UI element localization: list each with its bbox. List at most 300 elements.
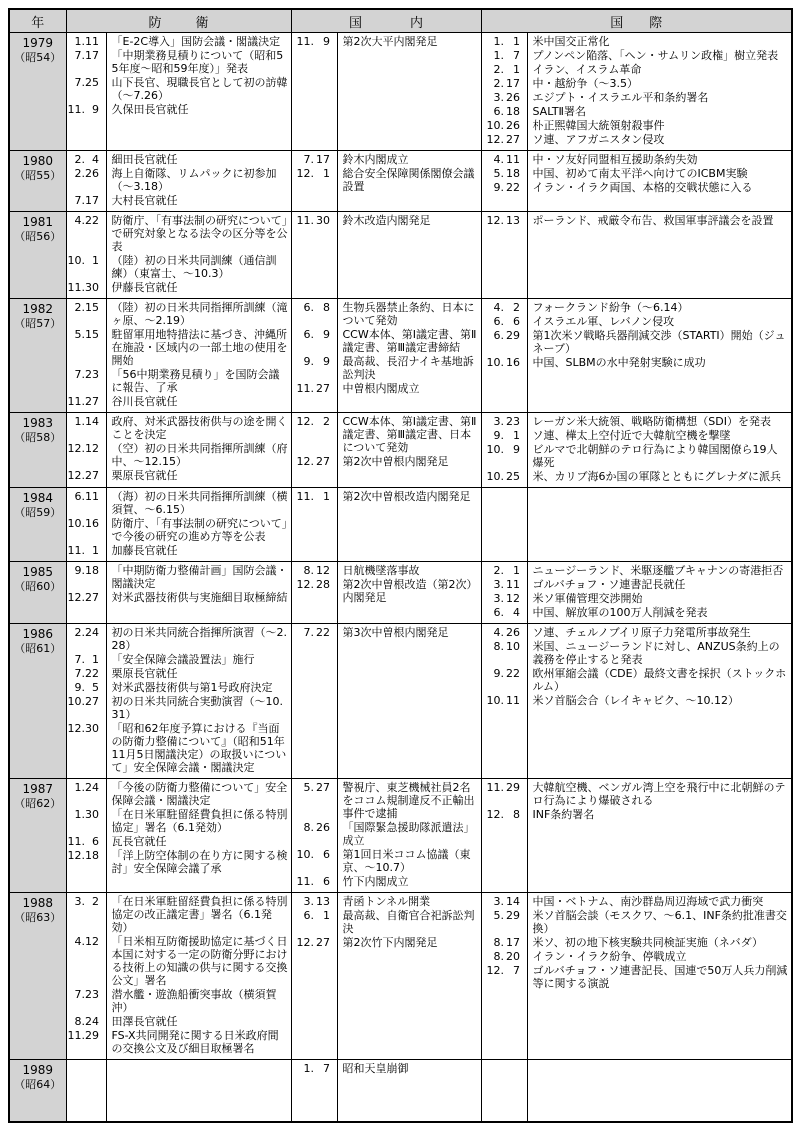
event-text: 中国、初めて南太平洋へ向けてのICBM実験 [532,167,748,180]
year-cell [9,413,66,488]
international-cell [481,212,792,299]
event-date: 12 . 27 [486,133,520,146]
event-text: ポーランド、戒厳令布告、救国軍事評議会を設置 [532,214,774,227]
event [482,181,792,195]
col-header-year [9,9,66,33]
event [482,49,792,63]
event-text: 防衛庁、「有事法制の研究について」で今後の研究の進め方等を公表 [111,517,288,543]
year-label: 1988 [22,896,54,910]
event-text: 久保田長官就任 [111,103,189,116]
event-text: 中・越紛争（～3.5） [532,77,638,90]
event-text: 昭和天皇崩御 [342,1062,409,1075]
year-cell [9,779,66,893]
event-text: INF条約署名 [532,808,595,821]
event-date: 7 . 17 [74,49,99,62]
event-text: プノンペン陥落、「ヘン・サムリン政権」樹立発表 [532,49,779,62]
event-date: 7 . 1 [74,653,99,666]
event-text: 「今後の防衛力整備について」安全保障会議・閣議決定 [111,781,288,807]
event-text: 中曽根内閣成立 [342,382,420,395]
event-date: 10 . 9 [486,443,520,456]
event-text: 防衛庁、「有事法制の研究について」で研究対象となる法令の区分等を公表 [111,214,288,253]
era-label: （昭62） [14,797,62,810]
table-row [9,562,792,624]
event-date: 12 . 28 [296,578,330,591]
event-date: 7 . 25 [74,76,99,89]
event-text: 米ソ首脳会合（レイキャビク、～10.12） [532,694,739,707]
event-date: 12 . 27 [296,936,330,949]
event [482,909,792,936]
event [292,909,481,936]
event [292,382,481,396]
event [67,368,291,395]
event-text: 大村長官就任 [111,194,178,207]
event [292,626,481,640]
event-text: 中国、SLBMの水中発射実験に成功 [532,356,706,369]
event-date: 3 . 23 [493,415,520,428]
event [482,578,792,592]
event-date: 3 . 11 [493,578,520,591]
event-text: 米ソ首脳会談（モスクワ、～6.1、INF条約批准書交換） [532,909,787,935]
event-date: 7 . 17 [74,194,99,207]
event-date: 10 . 25 [486,470,520,483]
col-header-domestic-label: 国内 [348,15,471,31]
event-date: 2 . 26 [74,167,99,180]
international-cell [481,299,792,413]
table-header [9,9,792,33]
domestic-cell [291,562,481,624]
event-text: 第2次中曽根改造（第2次）内閣発足 [342,578,478,604]
event-date: 12 . 12 [67,442,99,455]
event [482,564,792,578]
event-text: 海上自衛隊、リムパックに初参加（～3.18） [111,167,277,193]
event-date: 4 . 2 [493,301,520,314]
event [67,591,291,605]
event [482,315,792,329]
event [67,517,291,544]
event [482,781,792,808]
event-text: 「洋上防空体制の在り方に関する検討」安全保障会議了承 [111,849,288,875]
year-cell [9,488,66,562]
event [67,35,291,49]
international-cell [481,1060,792,1122]
defense-cell [66,562,291,624]
table-row [9,1060,792,1122]
event-date: 5 . 29 [493,909,520,922]
event-date: 6 . 29 [493,329,520,342]
event [482,167,792,181]
event [482,63,792,77]
event [67,695,291,722]
event-text: 警視庁、東芝機械社員2名をココム規制違反不正輸出事件で逮捕 [342,781,475,820]
event-date: 12 . 7 [486,964,520,977]
event-text: 中国・ベトナム、南沙群島周辺海域で武力衝突 [532,895,764,908]
event [482,950,792,964]
event-text: 日航機墜落事故 [342,564,420,577]
event-date: 8 . 20 [493,950,520,963]
event-date: 9 . 5 [74,681,99,694]
event-text: 「56中期業務見積り」を国防会議に報告、了承 [111,368,280,394]
event-text: 「E-2C導入」国防会議・閣議決定 [111,35,281,48]
event-text: フォークランド紛争（～6.14） [532,301,689,314]
year-label: 1987 [22,782,54,796]
event-date: 9 . 9 [303,355,330,368]
table-row [9,893,792,1060]
event-date: 10 . 26 [486,119,520,132]
event-text: 初の日米共同統合実動演習（～10.31） [111,695,283,721]
event-date: 4 . 11 [493,153,520,166]
event-date: 11 . 6 [67,835,99,848]
event-date: 1 . 24 [74,781,99,794]
event-text: 青函トンネル開業 [342,895,431,908]
event [67,76,291,103]
event-date: 11 . 30 [67,281,99,294]
event-date: 6 . 6 [493,315,520,328]
event [67,395,291,409]
event [292,564,481,578]
event-date: 8 . 24 [74,1015,99,1028]
event [67,849,291,876]
event [67,153,291,167]
event-date: 2 . 17 [493,77,520,90]
event [67,194,291,208]
defense-cell [66,488,291,562]
event [292,821,481,848]
event-text: 中国、解放軍の100万人削減を発表 [532,606,708,619]
event [482,667,792,694]
event-text: ソ連、アフガニスタン侵攻 [532,133,665,146]
year-cell [9,1060,66,1122]
event-date: 11 . 1 [296,490,330,503]
event [482,470,792,484]
event [292,1062,481,1076]
event-date: 10 . 1 [67,254,99,267]
event-date: 11 . 1 [67,544,99,557]
event [67,1029,291,1056]
chronology-table [8,8,793,1123]
event [482,77,792,91]
international-cell [481,624,792,779]
event-text: 「安全保障会議設置法」施行 [111,653,255,666]
event-text: 生物兵器禁止条約、日本について発効 [342,301,475,327]
event-text: 瓦長官就任 [111,835,167,848]
year-label: 1989 [22,1063,54,1077]
era-label: （昭59） [14,506,62,519]
event-date: 4 . 26 [493,626,520,639]
event-text: 「在日米軍駐留経費負担に係る特別協定」署名（6.1発効） [111,808,288,834]
event [292,301,481,328]
event-text: 鈴木改造内閣発足 [342,214,431,227]
event [292,214,481,228]
event-text: 初の日米共同統合指揮所演習（～2.28） [111,626,287,652]
event-text: 加藤長官就任 [111,544,178,557]
event-date: 12 . 27 [296,455,330,468]
event-text: 第2次大平内閣発足 [342,35,438,48]
event [67,681,291,695]
table-row [9,33,792,151]
event-date: 9 . 22 [493,667,520,680]
year-label: 1981 [22,215,54,229]
event-text: 栗原長官就任 [111,667,178,680]
event [67,653,291,667]
defense-cell [66,33,291,151]
event-date: 9 . 22 [493,181,520,194]
chronology-body [9,33,792,1122]
event-date: 10 . 16 [67,517,99,530]
event [292,848,481,875]
event [482,356,792,370]
event-text: （陸）初の日米共同訓練（通信訓練）（東富士、～10.3） [111,254,277,280]
header-row [9,9,792,33]
event-date: 12 . 8 [486,808,520,821]
defense-cell [66,779,291,893]
year-cell [9,624,66,779]
event-date: 12 . 13 [486,214,520,227]
event-date: 7 . 23 [74,988,99,1001]
event [482,301,792,315]
event-date: 5 . 27 [303,781,330,794]
event [292,781,481,821]
domestic-cell [291,299,481,413]
event-date: 6 . 9 [303,328,330,341]
year-label: 1986 [22,627,54,641]
event-text: 谷川長官就任 [111,395,178,408]
event-text: 欧州軍縮会議（CDE）最終文書を採択（ストックホルム） [532,667,787,693]
event-text: 最高裁、長沼ナイキ基地訴訟判決 [342,355,474,381]
event-date: 6 . 1 [303,909,330,922]
event [482,429,792,443]
domestic-cell [291,33,481,151]
event-text: 第3次中曽根内閣発足 [342,626,449,639]
domestic-cell [291,1060,481,1122]
event [482,105,792,119]
event-date: 11 . 9 [67,103,99,116]
event [67,667,291,681]
year-label: 1983 [22,416,54,430]
defense-cell [66,624,291,779]
event-date: 11 . 9 [296,35,330,48]
event [292,490,481,504]
event-date: 2 . 15 [74,301,99,314]
event-text: 「中期業務見積りについて（昭和55年度～昭和59年度）」発表 [111,49,284,75]
event [67,988,291,1015]
year-cell [9,299,66,413]
event-text: 対米武器技術供与実施細目取極締結 [111,591,288,604]
event-text: イラン、イスラム革命 [532,63,642,76]
event-date: 12 . 27 [67,469,99,482]
event-date: 11 . 6 [296,875,330,888]
international-cell [481,779,792,893]
event-date: 2 . 24 [74,626,99,639]
year-cell [9,212,66,299]
event [67,214,291,254]
event-date: 2 . 4 [74,153,99,166]
event [67,895,291,935]
event [292,328,481,355]
event [482,936,792,950]
table-row [9,299,792,413]
event-text: 中・ソ友好同盟相互援助条約失効 [532,153,698,166]
event-text: 竹下内閣成立 [342,875,409,888]
event-text: 「中期防衛力整備計画」国防会議・閣議決定 [111,564,288,590]
event-text: 田澤長官就任 [111,1015,178,1028]
event-date: 5 . 15 [74,328,99,341]
event [67,301,291,328]
defense-cell [66,413,291,488]
event-date: 3 . 2 [74,895,99,908]
table-row [9,212,792,299]
year-cell [9,893,66,1060]
event-date: 7 . 22 [74,667,99,680]
event-text: エジプト・イスラエル平和条約署名 [532,91,709,104]
event-date: 1 . 11 [74,35,99,48]
event [67,328,291,368]
year-label: 1980 [22,154,54,168]
event [67,1015,291,1029]
event [292,167,481,194]
table-row [9,151,792,212]
era-label: （昭60） [14,580,62,593]
event [292,35,481,49]
event [292,936,481,950]
event [292,895,481,909]
event-date: 11 . 27 [67,395,99,408]
event [67,490,291,517]
year-label: 1985 [22,565,54,579]
defense-cell [66,212,291,299]
era-label: （昭57） [14,317,62,330]
year-cell [9,562,66,624]
event-text: 栗原長官就任 [111,469,178,482]
event-text: イスラエル軍、レバノン侵攻 [532,315,675,328]
col-header-defense [66,9,291,33]
event [67,442,291,469]
event-date: 8 . 26 [303,821,330,834]
event [482,153,792,167]
event [292,153,481,167]
year-label: 1984 [22,491,54,505]
event [67,835,291,849]
event-date: 10 . 27 [67,695,99,708]
international-cell [481,893,792,1060]
event-text: イラン・イラク紛争、停戦成立 [532,950,687,963]
event-date: 4 . 22 [74,214,99,227]
event-date: 1 . 1 [493,35,520,48]
event-text: 「昭和62年度予算における『当面の防衛力整備について』（昭和51年11月5日閣議決定）の取扱いについて」安全保障会議・閣議決定 [111,722,287,774]
event-text: ソ連、チェルノブイリ原子力発電所事故発生 [532,626,751,639]
domestic-cell [291,893,481,1060]
table-row [9,488,792,562]
era-label: （昭54） [14,51,62,64]
era-label: （昭56） [14,230,62,243]
event-text: 米ソ、初の地下核実験共同検証実施（ネバダ） [532,936,763,949]
event-date: 6 . 11 [74,490,99,503]
event [67,49,291,76]
event-text: 対米武器技術供与第1号政府決定 [111,681,273,694]
col-header-international-label: 国際 [610,15,689,31]
event-date: 8 . 17 [493,936,520,949]
event-date: 7 . 22 [303,626,330,639]
event-text: イラン・イラク両国、本格的交戦状態に入る [532,181,753,194]
event-text: 大韓航空機、ベンガル湾上空を飛行中に北朝鮮のテロ行為により爆破される [532,781,786,807]
event-date: 6 . 18 [493,105,520,118]
event-text: 駐留軍用地特措法に基づき、沖縄所在施設・区域内の一部土地の使用を開始 [111,328,288,367]
event [482,415,792,429]
event-date: 9 . 1 [493,429,520,442]
event-text: CCW本体、第Ⅰ議定書、第Ⅱ議定書、第Ⅲ議定書締結 [342,328,477,354]
event-text: 米国、ニュージーランドに対し、ANZUS条約上の義務を停止すると発表 [532,640,780,666]
event-text: 第1回日米ココム協議（東京、～10.7） [342,848,471,874]
event [67,103,291,117]
year-cell [9,151,66,212]
event [67,544,291,558]
event-date: 11 . 29 [67,1029,99,1042]
event-text: CCW本体、第Ⅰ議定書、第Ⅱ議定書、第Ⅲ議定書、日本について発効 [342,415,477,454]
col-header-domestic [291,9,481,33]
event-date: 12 . 27 [67,591,99,604]
era-label: （昭58） [14,431,62,444]
event [67,254,291,281]
year-label: 1979 [22,36,54,50]
event-date: 3 . 12 [493,592,520,605]
event [482,443,792,470]
event-date: 6 . 4 [493,606,520,619]
event-text: 第2次中曽根内閣発足 [342,455,449,468]
domestic-cell [291,488,481,562]
event-text: 「日米相互防衛援助協定に基づく日本国に対する一定の防衛分野における技術上の知識の供与に関する交換公文」署名 [111,935,288,987]
domestic-cell [291,151,481,212]
event-date: 12 . 30 [67,722,99,735]
event [482,640,792,667]
event [67,167,291,194]
event-text: SALTⅡ署名 [532,105,586,118]
event-date: 1 . 7 [493,49,520,62]
event-date: 8 . 10 [493,640,520,653]
event-date: 11 . 27 [296,382,330,395]
era-label: （昭63） [14,911,62,924]
event-text: ソ連、樺太上空付近で大韓航空機を撃墜 [532,429,731,442]
event-text: 伊藤長官就任 [111,281,178,294]
event-text: 朴正煕韓国大統領射殺事件 [532,119,665,132]
domestic-cell [291,413,481,488]
event [482,964,792,991]
event [67,781,291,808]
event-date: 10 . 16 [486,356,520,369]
event [292,875,481,889]
event-text: 第1次米ソ戦略兵器削減交渉（STARTⅠ）開始（ジュネーブ） [532,329,786,355]
event-text: 潜水艦・遊漁船衝突事故（横須賀沖） [111,988,277,1014]
event-text: レーガン米大統領、戦略防衛構想（SDI）を発表 [532,415,771,428]
event-text: ビルマで北朝鮮のテロ行為により韓国閣僚ら19人爆死 [532,443,778,469]
international-cell [481,562,792,624]
event [67,564,291,591]
event-date: 12 . 1 [296,167,330,180]
event [292,355,481,382]
event [67,281,291,295]
event-date: 11 . 30 [296,214,330,227]
event-text: 山下長官、現職長官として初の訪韓（～7.26） [111,76,288,102]
event-date: 7 . 17 [303,153,330,166]
event [67,722,291,775]
event-date: 12 . 18 [67,849,99,862]
event [67,415,291,442]
event [482,133,792,147]
event-text: 第2次中曽根改造内閣発足 [342,490,471,503]
defense-cell [66,151,291,212]
event-date: 1 . 14 [74,415,99,428]
event-date: 4 . 12 [74,935,99,948]
defense-cell [66,299,291,413]
event [292,415,481,455]
